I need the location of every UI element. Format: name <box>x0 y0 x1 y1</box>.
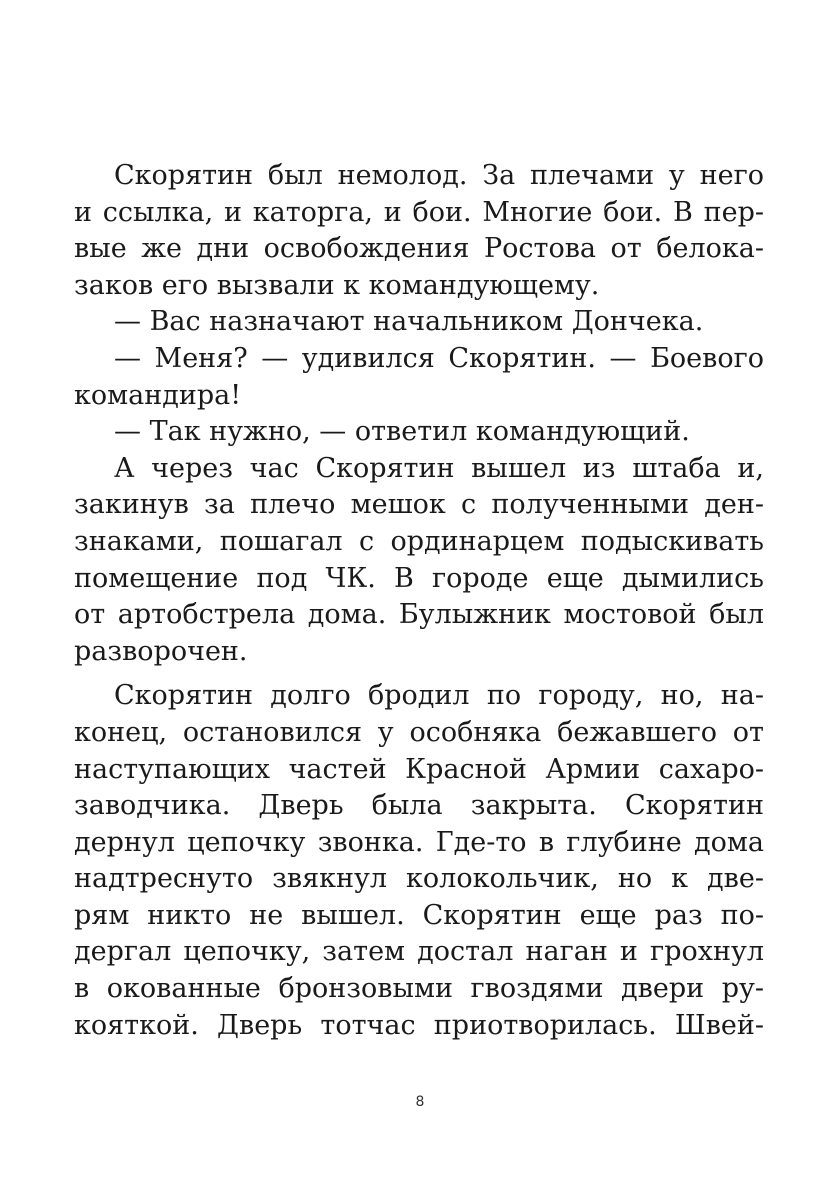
text-line: вые же дни освобождения Ростова от белока- <box>74 233 764 265</box>
text-line: Скорятин долго бродил по городу, но, на- <box>114 680 764 712</box>
text-line: дергал цепочку, затем достал наган и грохнул <box>74 936 764 968</box>
text-line: от артобстрела дома. Булыжник мостовой был <box>74 599 764 631</box>
text-line: командира! <box>74 379 242 411</box>
text-line: заводчика. Дверь была закрыта. Скорятин <box>74 790 764 822</box>
text-line: рям никто не вышел. Скорятин еще раз по- <box>74 899 764 931</box>
text-line: — Меня? — удивился Скорятин. — Боевого <box>114 342 764 374</box>
text-line: в окованные бронзовыми гвоздями двери ру- <box>74 973 764 1005</box>
text-line: закинув за плечо мешок с полученными ден- <box>74 489 764 521</box>
text-line: — Так нужно, — ответил командующий. <box>114 416 690 448</box>
text-line: кояткой. Дверь тотчас приотворилась. Швей- <box>74 1009 764 1041</box>
text-line: заков его вызвали к командующему. <box>74 269 600 301</box>
body-text <box>74 158 764 1044</box>
text-line: разворочен. <box>74 635 248 667</box>
page-number: 8 <box>415 1094 425 1110</box>
text-line: — Вас назначают начальником Дончека. <box>114 306 704 338</box>
text-line: надтреснуто звякнул колокольчик, но к две- <box>74 863 764 895</box>
text-line: знаками, пошагал с ординарцем подыскивать <box>74 525 764 557</box>
text-line: наступающих частей Красной Армии сахаро- <box>74 753 764 785</box>
text-line: конец, остановился у особняка бежавшего от <box>74 716 764 748</box>
text-line: А через час Скорятин вышел из штаба и, <box>114 452 764 484</box>
text-line: дернул цепочку звонка. Где-то в глубине дома <box>74 826 764 858</box>
text-line: помещение под ЧК. В городе еще дымились <box>74 562 764 594</box>
text-line: Скорятин был немолод. За плечами у него <box>114 160 764 191</box>
text-line: и ссылка, и каторга, и бои. Многие бои. В пер- <box>74 196 764 228</box>
